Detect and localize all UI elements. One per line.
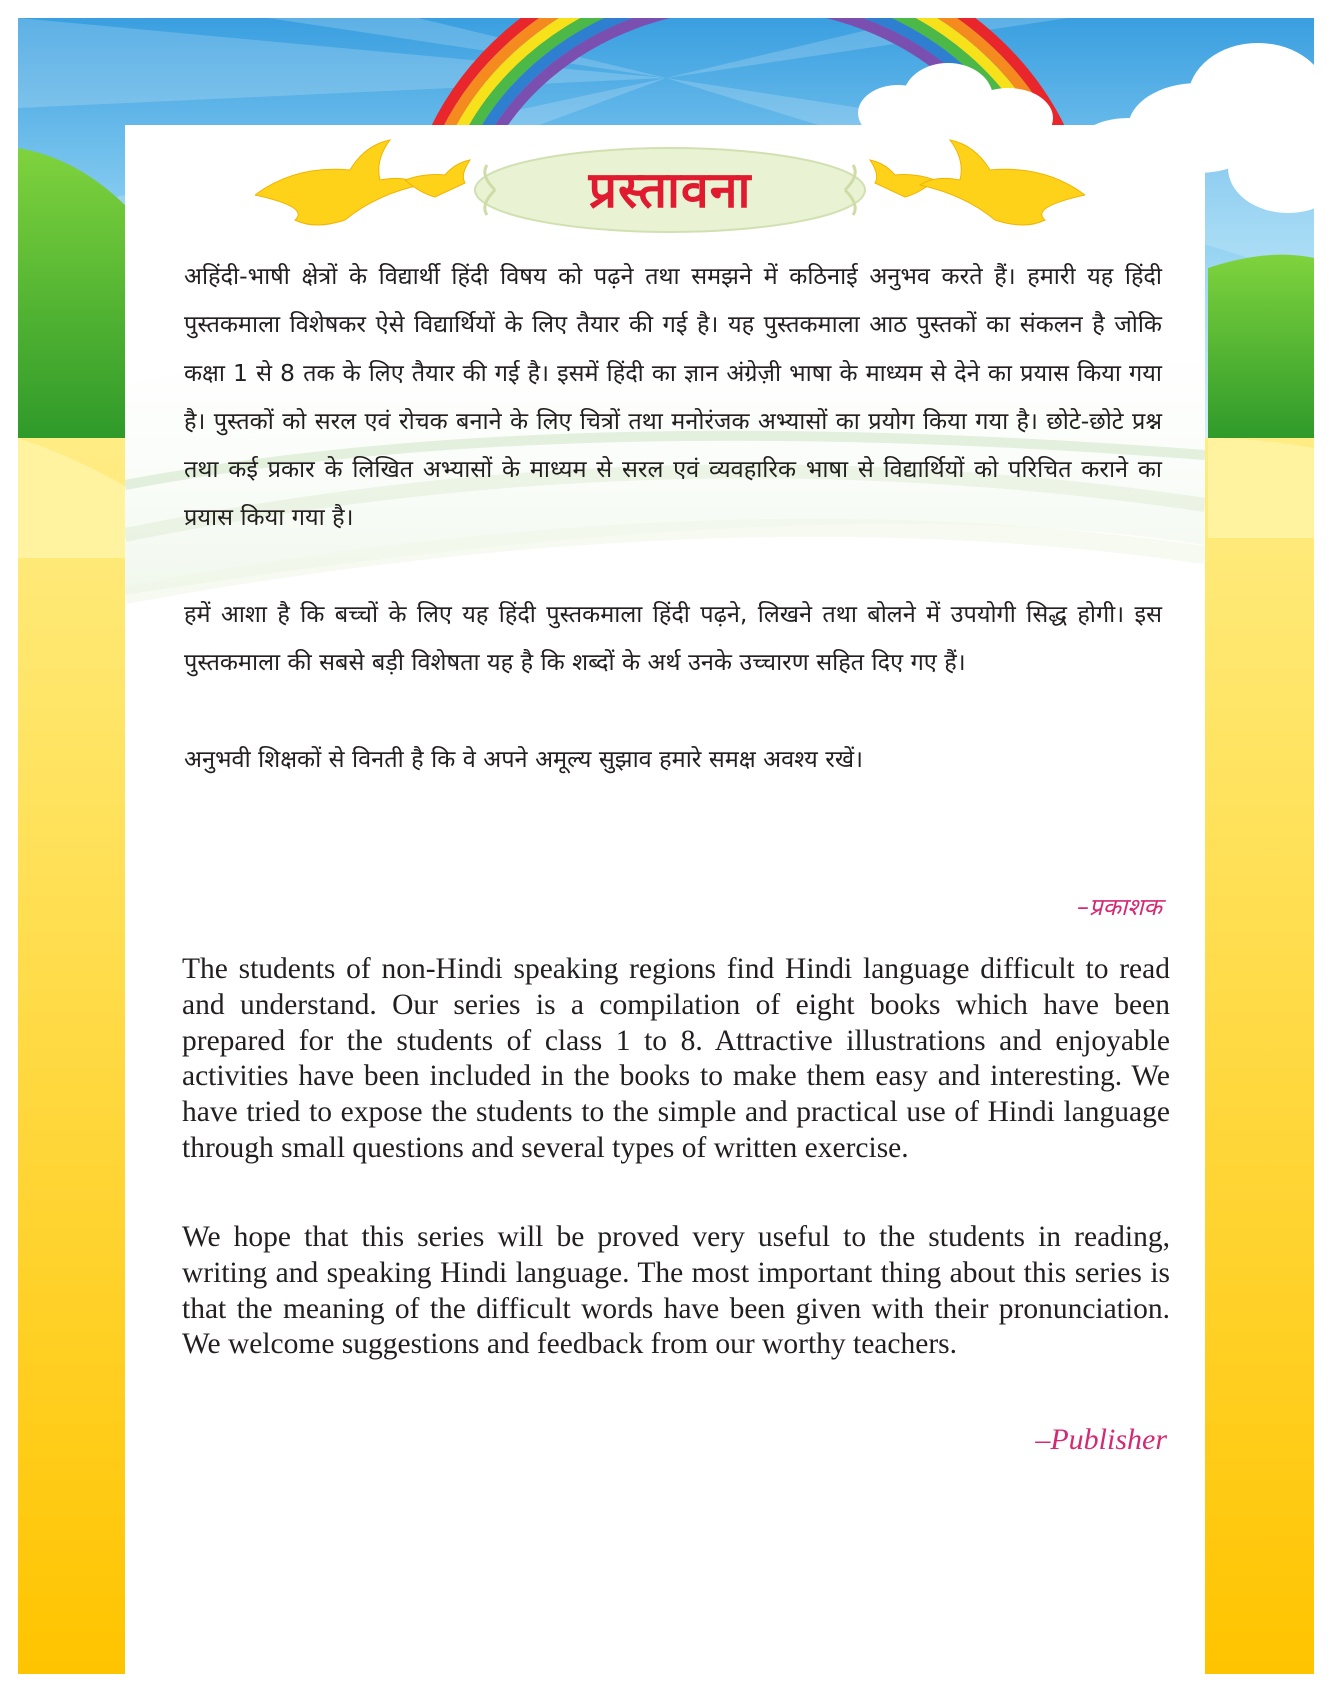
english-paragraph-1: The students of non-Hindi speaking regions find Hindi language difficult to read and understand. Our series is a compilation of eight books which have been prepared for the students of class 1 to 8. Attractive illustrations and enjoyable activities have been included in the books to make them easy and interesting. We have tried to expose the students to the simple and practical use of Hindi language through small questions and several types of written exercise. (182, 953, 1170, 1164)
hindi-paragraph-3: अनुभवी शिक्षकों से विनती है कि वे अपने अमूल्य सुझाव हमारे समक्ष अवश्य रखें। (184, 745, 863, 773)
hindi-paragraph-2: हमें आशा है कि बच्चों के लिए यह हिंदी पुस्तकमाला हिंदी पढ़ने, लिखने तथा बोलने में उपयोगी सिद्ध होगी। इस पुस्तकमाला की सबसे बड़ी विशेषता यह है कि शब्दों के अर्थ उनके उच्चारण सहित दिए गए हैं। (184, 600, 1162, 677)
english-signature: –Publisher (1035, 1423, 1167, 1456)
bird-left-small-icon (405, 160, 470, 197)
bird-right-large-icon (920, 140, 1085, 225)
bird-right-small-icon (870, 160, 935, 197)
page-title (505, 148, 835, 228)
bird-left-large-icon (255, 140, 420, 225)
page-title-text: प्रस्तावना (588, 161, 752, 219)
hindi-signature: –प्रकाशक (1076, 893, 1162, 921)
hindi-paragraph-1: अहिंदी-भाषी क्षेत्रों के विद्यार्थी हिंदी विषय को पढ़ने तथा समझने में कठिनाई अनुभव करते हैं। हमारी यह हिंदी पुस्तकमाला विशेषकर ऐसे विद्यार्थियों के लिए तैयार की गई है। यह पुस्तकमाला आठ पुस्तकों का संकलन है जोकि कक्षा 1 से 8 तक के लिए तैयार की गई है। इसमें हिंदी का ज्ञान अंग्रेज़ी भाषा के माध्यम से देने का प्रयास किया गया है। पुस्तकों को सरल एवं रोचक बनाने के लिए चित्रों तथा मनोरंजक अभ्यासों का प्रयोग किया गया है। छोटे-छोटे प्रश्न तथा कई प्रकार के लिखित अभ्यासों के माध्यम से सरल एवं व्यवहारिक भाषा से विद्यार्थियों को परिचित कराने का प्रयास किया गया है। (184, 262, 1162, 532)
english-paragraph-2: We hope that this series will be proved very useful to the students in reading, writing and speaking Hindi language. The most important thing about this series is that the meaning of the difficult words have been given with their pronunciation. We welcome suggestions and feedback from our worthy teachers. (182, 1221, 1170, 1361)
